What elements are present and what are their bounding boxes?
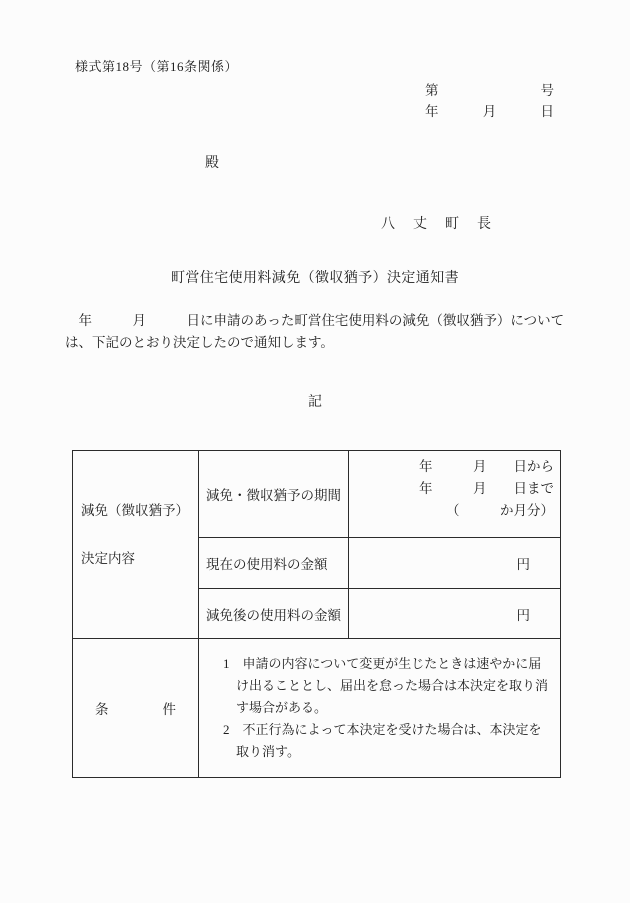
period-from-line: 年 月 日から (419, 459, 554, 474)
sender-title: 八 丈 町 長 (381, 217, 493, 232)
body-line-1: 年 月 日に申請のあった町営住宅使用料の減免（徴収猶予）について (65, 313, 565, 328)
date-day-label: 日 (540, 104, 554, 119)
reduced-fee-value-cell: 円 (349, 589, 561, 639)
conditions-text-cell (199, 639, 561, 778)
current-fee-label-cell: 現在の使用料の金額 (199, 538, 349, 589)
table-row-conditions (73, 639, 561, 778)
addressee-suffix: 殿 (205, 156, 219, 171)
decision-label-line1: 減免（徴収猶予） (81, 503, 189, 518)
reduced-fee-label-cell: 減免後の使用料の金額 (199, 589, 349, 639)
form-number: 様式第18号（第16条関係） (75, 59, 239, 74)
decision-table (72, 450, 561, 778)
body-paragraph (65, 310, 575, 354)
period-value-cell (349, 451, 561, 538)
table-row-period (73, 451, 561, 538)
conditions-label-cell: 条 件 (73, 639, 199, 778)
document-title: 町営住宅使用料減免（徴収猶予）決定通知書 (171, 271, 459, 286)
record-mark: 記 (308, 395, 322, 410)
date-year-label: 年 (425, 104, 439, 119)
period-to-line: 年 月 日まで (419, 481, 554, 496)
decision-label-line2: 決定内容 (81, 551, 135, 566)
date-month-label: 月 (482, 104, 497, 119)
condition-item-1: 1 申請の内容について変更が生じたときは速やかに届け出ることとし、届出を怠った場合は本決定を取り消す場合がある。 (223, 656, 549, 715)
body-line-2: は、下記のとおり決定したので通知します。 (65, 335, 334, 350)
doc-number-date-block (425, 79, 554, 121)
period-months-line: （ か月分） (446, 503, 554, 518)
doc-number-suffix: 号 (540, 83, 554, 98)
date-line (425, 100, 554, 121)
decision-content-header-cell (73, 451, 199, 639)
current-fee-value-cell: 円 (349, 538, 561, 589)
doc-number-prefix: 第 (425, 83, 439, 98)
condition-item-2: 2 不正行為によって本決定を受けた場合は、本決定を取り消す。 (223, 722, 542, 759)
period-label-cell: 減免・徴収猶予の期間 (199, 451, 349, 538)
doc-number-line (425, 79, 554, 100)
